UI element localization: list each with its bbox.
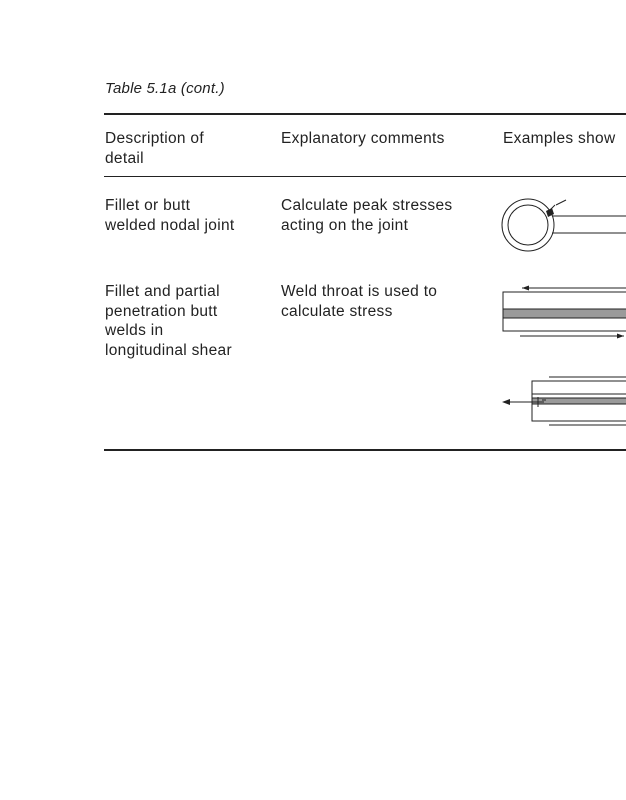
header-comments: Explanatory comments [281, 130, 445, 147]
header-examples: Examples show [503, 130, 616, 147]
welded-nodal-joint-sketch [502, 199, 626, 251]
row2-comment: Weld throat is used to calculate stress [281, 283, 438, 320]
arrow-left-icon [502, 399, 510, 405]
table-caption: Table 5.1a (cont.) [105, 80, 225, 97]
row1-comment: Calculate peak stresses acting on the joint [281, 197, 453, 234]
row2-description: Fillet and partial penetration butt welds in longitudinal shear [105, 283, 232, 359]
longitudinal-shear-sketch [502, 286, 626, 426]
header-description: Description of detail [105, 130, 204, 167]
arrow-right-icon [617, 334, 624, 339]
row1-description: Fillet or butt welded nodal joint [105, 197, 235, 234]
arrow-left-icon [522, 286, 529, 291]
leader-line [556, 200, 566, 205]
